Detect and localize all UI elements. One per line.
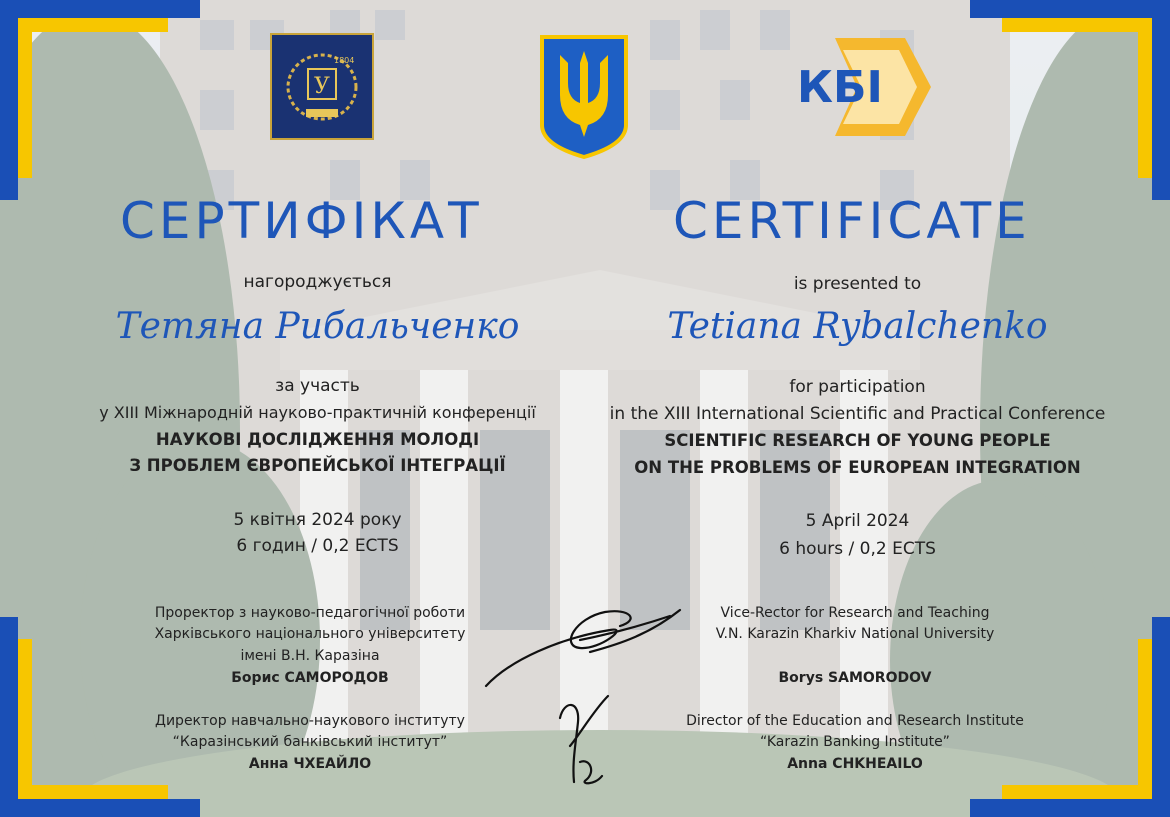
signer1-position-line1-ua: Проректор з науково-педагогічної роботи [154, 605, 466, 621]
event-date-ua: 5 квітня 2024 року [233, 510, 402, 530]
university-seal-icon [270, 33, 374, 140]
frame-corner-top-right [970, 0, 1170, 200]
signer1-position-line2-en: V.N. Karazin Kharkiv National University [715, 626, 995, 642]
participation-label-ua: за участь [275, 376, 360, 396]
event-name-line1-ua: НАУКОВІ ДОСЛІДЖЕННЯ МОЛОДІ [155, 430, 480, 449]
kbi-logo-icon [795, 38, 931, 136]
event-name-line2-ua: З ПРОБЛЕМ ЄВРОПЕЙСЬКОЇ ІНТЕГРАЦІЇ [129, 456, 506, 475]
event-hours-ua: 6 годин / 0,2 ECTS [236, 536, 399, 556]
event-line-en: in the XIII International Scientific and Practical Conference [609, 404, 1106, 424]
participation-label-en: for participation [789, 377, 926, 397]
event-hours-en: 6 hours / 0,2 ECTS [779, 539, 936, 559]
event-name-line2-en: ON THE PROBLEMS OF EUROPEAN INTEGRATION [634, 458, 1081, 477]
signer1-position-line1-en: Vice-Rector for Research and Teaching [720, 605, 990, 621]
signer2-name-ua: Анна ЧХЕАЙЛО [248, 756, 372, 772]
presented-label-en: is presented to [793, 274, 922, 294]
signer1-name-ua: Борис САМОРОДОВ [231, 670, 389, 686]
signer1-position-line3-ua: імені В.Н. Каразіна [240, 648, 380, 664]
signer2-position-line2-en: “Karazin Banking Institute” [760, 734, 950, 750]
trident-coat-of-arms-icon [538, 33, 630, 160]
signer2-position-line1-ua: Директор навчально-наукового інституту [155, 713, 465, 729]
seal-year: 1804 [334, 56, 355, 65]
signer1-position-line2-ua: Харківського національного університету [154, 626, 466, 642]
recipient-name-en: Tetiana Rybalchenko [667, 306, 1048, 347]
signature-samorodov-icon [480, 590, 690, 700]
event-line-ua: у XIII Міжнародній науково-практичній конференції [99, 403, 536, 422]
frame-corner-top-left [0, 0, 200, 200]
signer2-position-line1-en: Director of the Education and Research Institute [686, 713, 1024, 729]
signer1-name-en: Borys SAMORODOV [778, 670, 932, 686]
event-date-en: 5 April 2024 [805, 511, 910, 531]
recipient-name-ua: Тетяна Рибальченко [115, 306, 520, 347]
svg-text:У: У [314, 74, 330, 99]
certificate-title-en: CERTIFICATE [673, 192, 1031, 250]
kbi-logo-text: КБІ [797, 62, 883, 113]
signature-chkheailo-icon [550, 688, 620, 788]
signer2-name-en: Anna CHKHEAILO [787, 756, 923, 772]
certificate-title-ua: СЕРТИФІКАТ [120, 192, 483, 250]
signer2-position-line2-ua: “Каразінський банківський інститут” [172, 734, 448, 750]
event-name-line1-en: SCIENTIFIC RESEARCH OF YOUNG PEOPLE [664, 431, 1051, 450]
presented-label-ua: нагороджується [243, 272, 392, 292]
